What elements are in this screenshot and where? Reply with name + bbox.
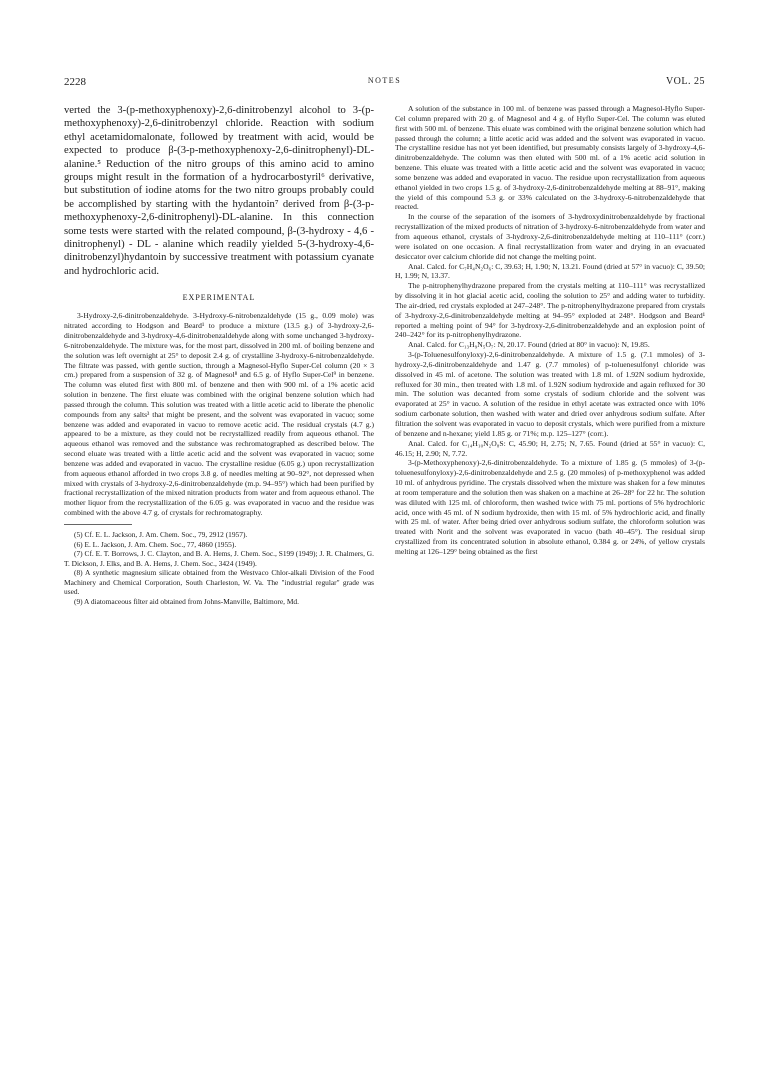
intro-paragraph: verted the 3-(p-methoxyphenoxy)-2,6-dinitrobenzyl alcohol to 3-(p-methoxyphenoxy)-2,6-dinitrobenzyl chloride. Reaction with sodium ethyl acetamidomalonate, followed by treatment with acid, would be expected to produce β-(3-p-methoxyphenoxy-2,6-dinitrophenyl)-DL-alanine.⁵ Reduction of the nitro groups of this amino acid to amino groups might result in the formation of a hydrocarbostyril⁶ derivative, but substitution of iodine atoms for the two nitro groups probably could be accomplished by starting with the hydantoin⁷ derived from β-(3-p-methoxyphenoxy-2,6-dinitrophenyl)-DL-alanine. In this connection some tests were started with the related compound, β-(3-hydroxy - 4,6 - dinitrophenyl) - DL - alanine which readily yielded 5-(3-hydroxy-4,6-dinitrobenzyl)hydantoin by successive treatment with potassium cyanate and hydrochloric acid. [64, 105, 374, 277]
body-paragraph: The p-nitrophenylhydrazone prepared from the crystals melting at 110–111° was recrystallized by dissolving it in hot glacial acetic acid, cooling the solution to 25° and adding water to turbidity. The air-dried, red crystals exploded at 247–248°. The p-nitrophenylhydrazone prepared from crystals of 3-hydroxy-2,6-dinitrobenzaldehyde melting at 94–95° exploded at 248°. Hodgson and Beard¹ reported a melting point of 94° for 3-hydroxy-2,6-dinitrobenzaldehyde and an explosion point of 240–242° for its p-nitrophenylhydrazone. [395, 281, 705, 340]
journal-section-title: NOTES [367, 76, 402, 85]
footnote: (9) A diatomaceous filter aid obtained from Johns-Manville, Baltimore, Md. [74, 596, 299, 606]
section-heading: EXPERIMENTAL [182, 293, 256, 303]
footnote: (6) E. L. Jackson, J. Am. Chem. Soc., 77, 4860 (1955). [74, 539, 237, 549]
left-column [64, 104, 374, 606]
page-number: 2228 [64, 76, 86, 88]
experimental-paragraph: 3-Hydroxy-2,6-dinitrobenzaldehyde. 3-Hydroxy-6-nitrobenzaldehyde (15 g., 0.09 mole) was nitrated according to Hodgson and Beard¹ to produce a mixture (13.5 g.) of 3-hydroxy-2,6-dinitrobenzaldehyde and 3-hydroxy-4,6-dinitrobenzaldehyde along with some unchanged 3-hydroxy-6-nitrobenzaldehyde. The mixture was, for the most part, dissolved in 200 ml. of boiling benzene and the solution was left overnight at 25° to deposit 2.4 g. of crystalline 3-hydroxy-6-nitrobenzaldehyde. The filtrate was passed, with gentle suction, through a Magnesol-Hyflo Super-Cel column (20 × 3 cm.) prepared from a suspension of 32 g. of Magnesol⁸ and 6.5 g. of Hyflo Super-Cel⁹ in benzene. The column was eluted first with 800 ml. of benzene and then with 900 ml. of a 1% acetic acid solution in benzene. The first eluate was combined with the original benzene solution which had passed through the column. This solution was treated with a little acetic acid to liberate the phenolic compounds from any salts³ that might be present, and the solvent was evaporated in vacuo; some benzene was added and evaporated in vacuo to remove acetic acid. The residual crystals (4.7 g.) appeared to be a mixture, as they could not be recrystallized readily from aqueous ethanol. The aqueous ethanol was removed and the substance was rechromatographed as described below. The second eluate was treated with a little acetic acid and the solvent was evaporated in vacuo; some benzene was added and evaporated in vacuo. The crystalline residue (6.05 g.) upon recrystallization from aqueous ethanol afforded in two crops 3.8 g. of needles melting at 90–92°, not depressed when mixed with crystals of 3-hydroxy-2,6-dinitrobenzaldehyde (m.p. 94–95°) which had been purified by fractional recrystallization of the mixed nitration products from water and from aqueous ethanol. The mother liquor from the recrystallization of the 6.05 g. was evaporated in vacuo and the residue was combined with the above 4.7 g. of crystals for rechromatography. [64, 311, 374, 518]
footnote: (8) A synthetic magnesium silicate obtained from the Westvaco Chlor-alkali Division of the Food Machinery and Chemical Corporation, South Charleston, W. Va. The "industrial regular" grade was used. [64, 568, 374, 596]
body-paragraph: In the course of the separation of the isomers of 3-hydroxydinitrobenzaldehyde by fractional recrystallization of the mixed products of nitration of 3-hydroxy-6-nitrobenzaldehyde from water and from aqueous ethanol, crystals of 3-hydroxy-2,6-dinitrobenzaldehyde melting at 110–111° (corr.) were isolated on one occasion. A final recrystallization from water and drying in an evacuated desiccator over calcium chloride did not change the melting point. [395, 212, 705, 261]
body-paragraph: 3-(p-Toluenesulfonyloxy)-2,6-dinitrobenzaldehyde. A mixture of 1.5 g. (7.1 mmoles) of 3-hydroxy-2,6-dinitrobenzaldehyde and 1.47 g. (7.7 mmoles) of p-toluenesulfonyl chloride was dissolved in 45 ml. of acetone. The solution was treated with 1.8 ml. of 1.92N sodium hydroxide, refluxed for 30 min., then treated with 1.8 ml. of 1.92N sodium hydroxide and again refluxed for 30 min. The solution was decanted from some crystals of sodium chloride and the solvent was evaporated at 25° in vacuo. A solution of the residue in ethyl acetate was extracted once with 10% sodium carbonate solution, then washed with water and dried over anhydrous sodium sulfate. After filtration the solvent was evaporated in vacuo to deposit crystals, which were purified from a mixture of benzene and n-hexane; yield 1.85 g. or 71%; m.p. 125–127° (corr.). [395, 350, 705, 438]
running-header [64, 76, 705, 92]
body-paragraph: A solution of the substance in 100 ml. of benzene was passed through a Magnesol-Hyflo Super-Cel column prepared with 20 g. of Magnesol and 4 g. of Hyflo Super-Cel. The column was eluted first with 500 ml. of benzene. This eluate was combined with the original benzene solution which had passed through the column; a little acetic acid was added and the solvent was evaporated in vacuo. The crystalline residue has not yet been identified, but presumably consists largely of 3-hydroxy-4,6-dinitrobenzaldehyde. The column was then eluted with 500 ml. of a 1% acetic acid solution in benzene. This eluate was treated with a little acetic acid and the solvent was evaporated in vacuo; some benzene was added and evaporated in vacuo. The residue upon recrystallization from aqueous ethanol yielded in two crops 1.5 g. of 3-hydroxy-2,6-dinitrobenzaldehyde melting at 88–91°, making the yield of this compound 5.3 g. or 33% calculated on the 3-hydroxy-6-nitrobenzaldehyde that reacted. [395, 104, 705, 212]
analysis-paragraph: Anal. Calcd. for C₁₄H₁₀N₂O₈S: C, 45.90; H, 2.75; N, 7.65. Found (dried at 55° in vacuo): C, 46.15; H, 2.90; N, 7.72. [395, 438, 705, 458]
footnote-rule [64, 524, 132, 525]
footnotes [64, 530, 374, 606]
footnote: (5) Cf. E. L. Jackson, J. Am. Chem. Soc., 79, 2912 (1957). [74, 530, 248, 539]
volume-label: VOL. 25 [665, 76, 705, 87]
footnote: (7) Cf. E. T. Borrows, J. C. Clayton, and B. A. Hems, J. Chem. Soc., S199 (1949); J. R. Chalmers, G. T. Dickson, J. Elks, and B. A. Hems, J. Chem. Soc., 3424 (1949). [64, 549, 374, 568]
right-column [395, 104, 705, 557]
analysis-paragraph: Anal. Calcd. for C₁₃H₉N₅O₇: N, 20.17. Found (dried at 80° in vacuo): N, 19.85. [408, 340, 650, 350]
body-paragraph: 3-(p-Methoxyphenoxy)-2,6-dinitrobenzaldehyde. To a mixture of 1.85 g. (5 mmoles) of 3-(p-toluenesulfonyloxy)-2,6-dinitrobenzaldehyde and 2.5 g. (20 mmoles) of p-methoxyphenol was added 10 ml. of anhydrous pyridine. The crystals dissolved when the mixture was shaken for a few minutes at room temperature and the solution then was shaken on a machine at 26–28° for 22 hr. The solution was diluted with 125 ml. of chloroform, then washed twice with 75 ml. portions of 5% hydrochloric acid, once with 45 ml. of N sodium hydroxide, then with 15 ml. of 5% hydrochloric acid, and finally with 25 ml. of water. After being dried over anhydrous sodium sulfate, the chloroform solution was treated with Norit and the solvent was evaporated in vacuo (bath 40–45°). The residual sirup crystallized from its concentrated solution in absolute ethanol, 0.384 g. or 24%, of yellow crystals melting at 126–129° being obtained as the first [395, 458, 705, 556]
analysis-paragraph: Anal. Calcd. for C₇H₄N₂O₆: C, 39.63; H, 1.90; N, 13.21. Found (dried at 57° in vacuo): C, 39.50; H, 1.99; N, 13.37. [395, 261, 705, 281]
